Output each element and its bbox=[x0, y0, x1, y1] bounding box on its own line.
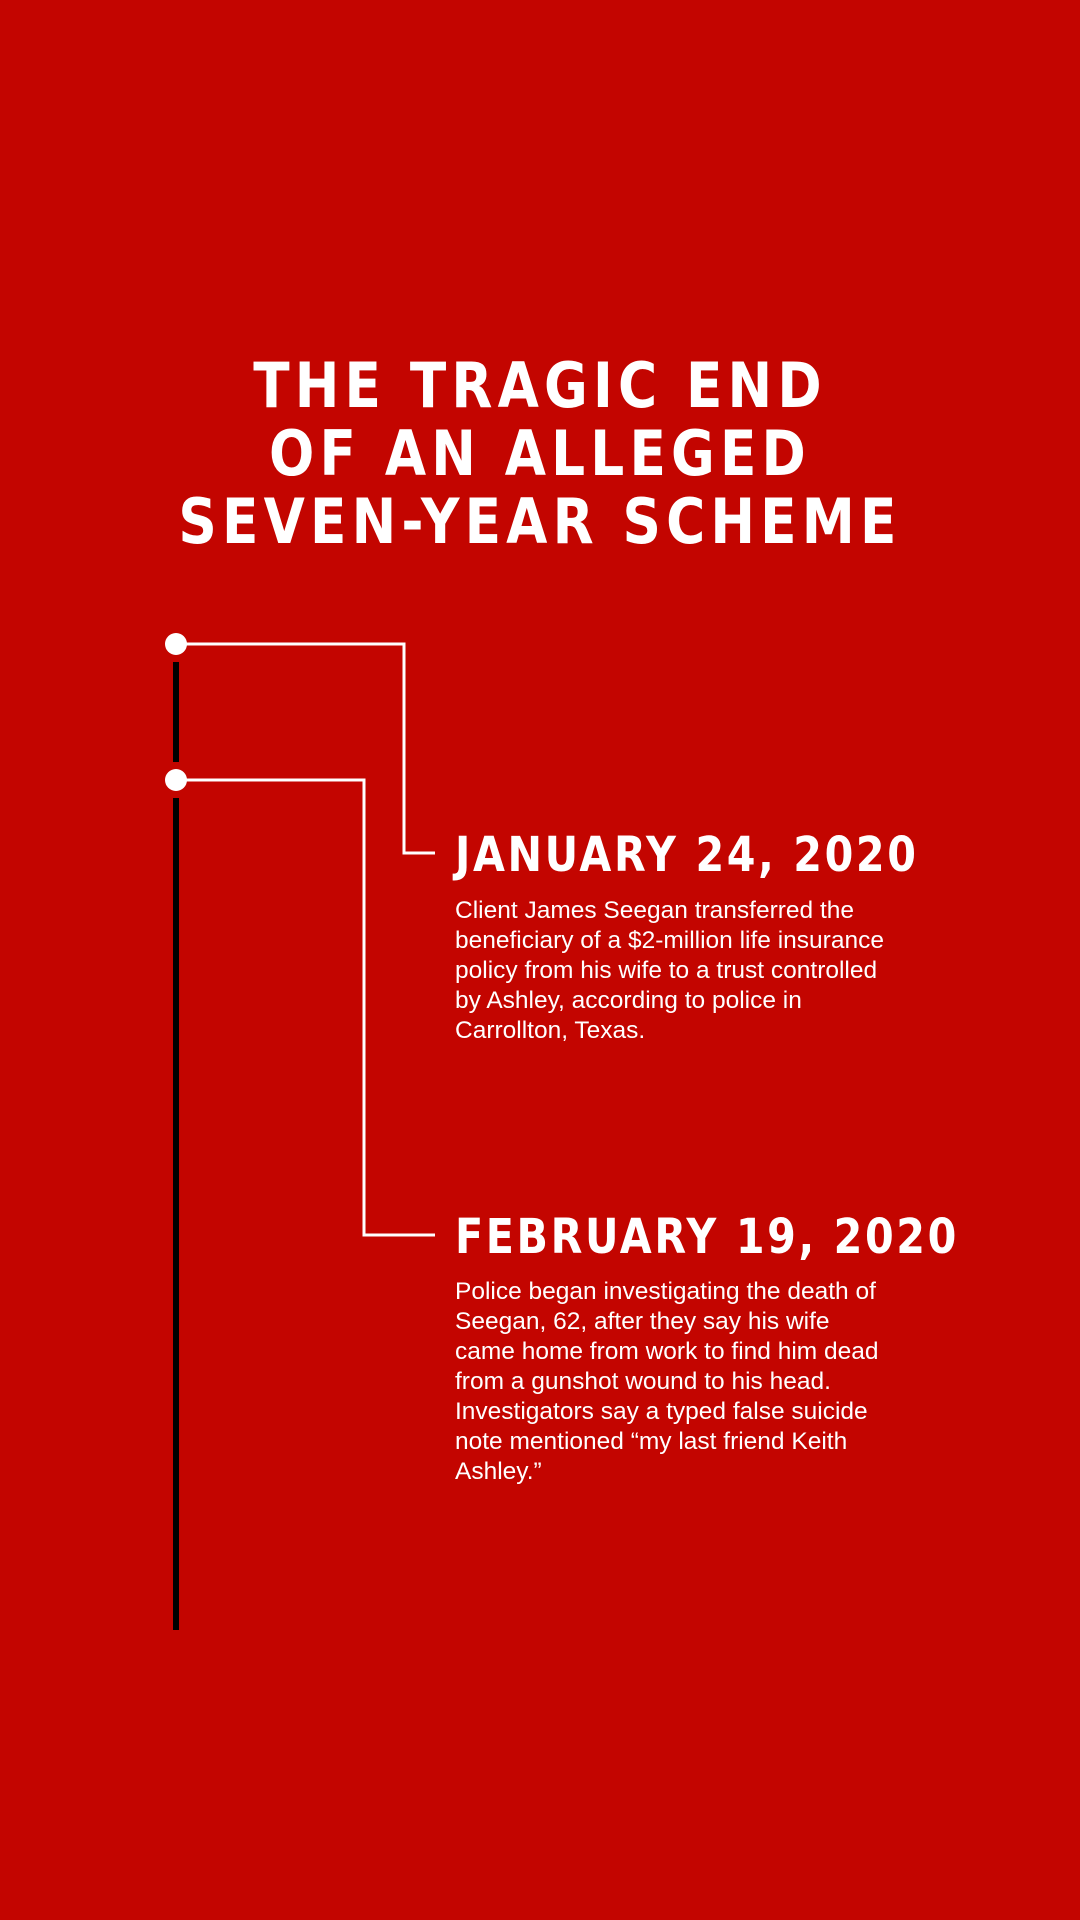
event-connector-2 bbox=[176, 780, 435, 1235]
event-description-2: Police began investigating the death of Seegan, 62, after they say his wife came home from work to find him dead from a gunshot wound to his head. Investigators say a typed false suicide note mentioned “my last friend Keith Ashley.” bbox=[455, 1278, 879, 1485]
event-date-1: JANUARY 24, 2020 bbox=[455, 827, 919, 883]
title-line-2: OF AN ALLEGED bbox=[269, 417, 811, 490]
timeline-marker-2 bbox=[165, 769, 187, 791]
timeline-marker-1 bbox=[165, 633, 187, 655]
event-connector-1 bbox=[176, 644, 435, 853]
event-description-1: Client James Seegan transferred the beneficiary of a $2-million life insurance policy from his wife to a trust controlled by Ashley, according to police in Carrollton, Texas. bbox=[455, 897, 884, 1044]
title-line-1: THE TRAGIC END bbox=[253, 349, 827, 422]
event-date-2: FEBRUARY 19, 2020 bbox=[455, 1209, 959, 1265]
title-line-3: SEVEN-YEAR SCHEME bbox=[178, 485, 902, 558]
